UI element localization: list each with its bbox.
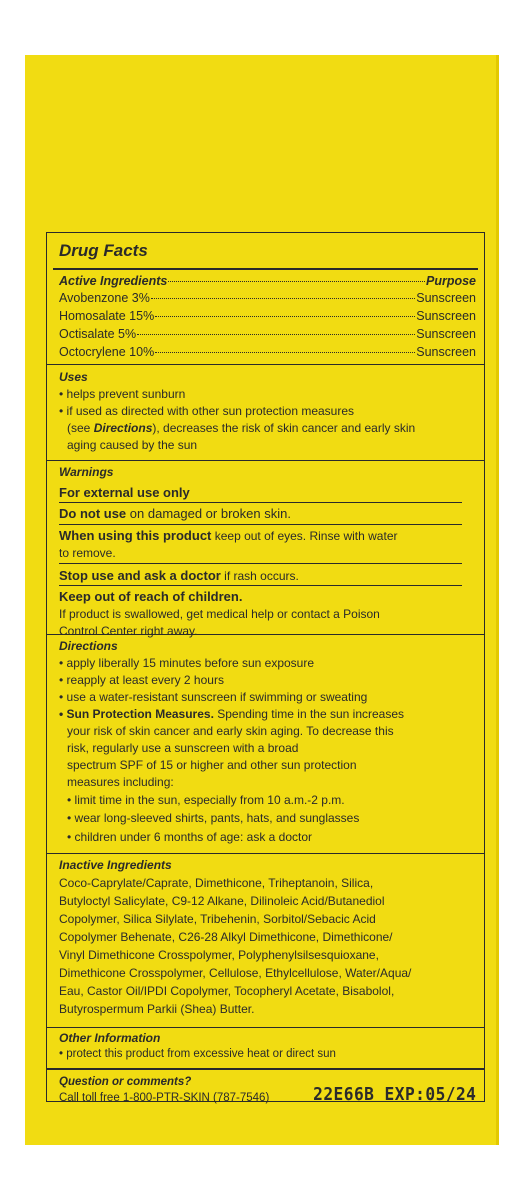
directions-line: measures including: [67, 775, 174, 789]
inactive-line: Eau, Castor Oil/IPDI Copolymer, Tocopheryl Acetate, Bisabolol, [59, 984, 395, 998]
external-use-text: For external use only [59, 485, 190, 500]
product-box-panel [25, 55, 499, 1145]
box-edge [496, 55, 499, 1145]
stop-use-rest: if rash occurs. [220, 569, 299, 583]
uses-line: • helps prevent sunburn [59, 387, 186, 401]
when-using-rest: keep out of eyes. Rinse with water [211, 529, 398, 543]
leader-dots [155, 352, 415, 353]
inactive-line: Vinyl Dimethicone Crosspolymer, Polyphenylsilsesquioxane, [59, 948, 379, 962]
directions-section [47, 634, 484, 853]
directions-ref: Directions [93, 421, 153, 435]
keep-out-line: Control Center right away. [59, 624, 198, 638]
ingredient-purpose: Sunscreen [416, 327, 476, 341]
other-info-line: • protect this product from excessive heat or direct sun [59, 1048, 336, 1060]
warnings-section [47, 460, 484, 638]
directions-line: your risk of skin cancer and early skin aging. To decrease this [67, 724, 394, 738]
directions-line: risk, regularly use a sunscreen with a broad [67, 741, 299, 755]
active-ingredients-label: Active Ingredients [59, 274, 168, 288]
uses-section [47, 364, 484, 460]
ingredient-name: Octocrylene 10% [59, 345, 155, 359]
uses-line: aging caused by the sun [67, 438, 198, 452]
title-rule [53, 268, 478, 270]
uses-text: ), decreases the risk of skin cancer and early skin [152, 421, 416, 435]
active-ingredients-header [59, 274, 476, 288]
drug-facts-title: Drug Facts [59, 241, 148, 260]
ingredient-row [59, 327, 476, 341]
warning-rule [59, 524, 462, 525]
directions-line: spectrum SPF of 15 or higher and other sun protection [67, 758, 357, 772]
inactive-line: Copolymer, Silica Silylate, Tribehenin, Sorbitol/Sebacic Acid [59, 912, 376, 926]
directions-line [59, 707, 404, 721]
uses-line: • if used as directed with other sun protection measures [59, 404, 355, 418]
ingredient-purpose: Sunscreen [416, 309, 476, 323]
keep-out-text: Keep out of reach of children. [59, 589, 243, 604]
leader-dots [155, 316, 415, 317]
inactive-line: Butyrospermum Parkii (Shea) Butter. [59, 1002, 255, 1016]
directions-line: • limit time in the sun, especially from 10 a.m.-2 p.m. [67, 793, 345, 807]
warning-rule [59, 502, 462, 503]
inactive-section [47, 853, 484, 1016]
inactive-line: Butyloctyl Salicylate, C9-12 Alkane, Dilinoleic Acid/Butanediol [59, 894, 385, 908]
other-section-rule [47, 1027, 484, 1028]
directions-line: • reapply at least every 2 hours [59, 673, 224, 687]
leader-dots [168, 281, 425, 282]
inactive-header: Inactive Ingredients [59, 858, 172, 872]
when-using-text [59, 528, 397, 543]
purpose-label: Purpose [425, 274, 476, 288]
leader-dots [151, 298, 415, 299]
ingredient-name: Avobenzone 3% [59, 291, 150, 305]
ingredient-purpose: Sunscreen [416, 291, 476, 305]
directions-text: Spending time in the sun increases [213, 707, 405, 721]
lot-expiry-stamp: 22E66B EXP:05/24 [312, 1084, 476, 1105]
warning-rule [59, 585, 462, 586]
warnings-header: Warnings [59, 465, 114, 479]
when-using-label: When using this product [59, 528, 212, 543]
do-not-use-label: Do not use [59, 506, 127, 521]
keep-out-line: If product is swallowed, get medical help or contact a Poison [59, 607, 380, 621]
toll-free-line: Call toll free 1-800-PTR-SKIN (787-7546) [59, 1092, 270, 1104]
uses-line [67, 421, 415, 435]
do-not-use-rest: on damaged or broken skin. [126, 506, 291, 521]
drug-facts-panel [46, 232, 485, 1105]
directions-line: • use a water-resistant sunscreen if swimming or sweating [59, 690, 368, 704]
inactive-line: Dimethicone Crosspolymer, Cellulose, Ethylcellulose, Water/Aqua/ [59, 966, 412, 980]
inactive-line: Copolymer Behenate, C26-28 Alkyl Dimethicone, Dimethicone/ [59, 930, 393, 944]
ingredient-name: Homosalate 15% [59, 309, 155, 323]
sun-protection-label: • Sun Protection Measures. [59, 707, 214, 721]
ingredient-row [59, 345, 476, 359]
ingredient-name: Octisalate 5% [59, 327, 137, 341]
leader-dots [137, 334, 415, 335]
ingredient-row [59, 309, 476, 323]
uses-header: Uses [59, 370, 88, 384]
stop-use-label: Stop use and ask a doctor [59, 568, 221, 583]
directions-line: • apply liberally 15 minutes before sun exposure [59, 656, 315, 670]
other-info-header: Other Information [59, 1031, 161, 1045]
directions-line: • children under 6 months of age: ask a doctor [67, 830, 313, 844]
questions-header: Question or comments? [59, 1076, 192, 1088]
stop-use-text [59, 568, 299, 583]
directions-line: • wear long-sleeved shirts, pants, hats, and sunglasses [67, 811, 360, 825]
warning-rule [59, 563, 462, 564]
inactive-line: Coco-Caprylate/Caprate, Dimethicone, Triheptanoin, Silica, [59, 876, 374, 890]
ingredient-purpose: Sunscreen [416, 345, 476, 359]
ingredient-row [59, 291, 476, 305]
uses-text: (see [67, 421, 94, 435]
directions-header: Directions [59, 639, 118, 653]
do-not-use-text [59, 506, 291, 521]
when-using-text-2: to remove. [59, 546, 116, 560]
